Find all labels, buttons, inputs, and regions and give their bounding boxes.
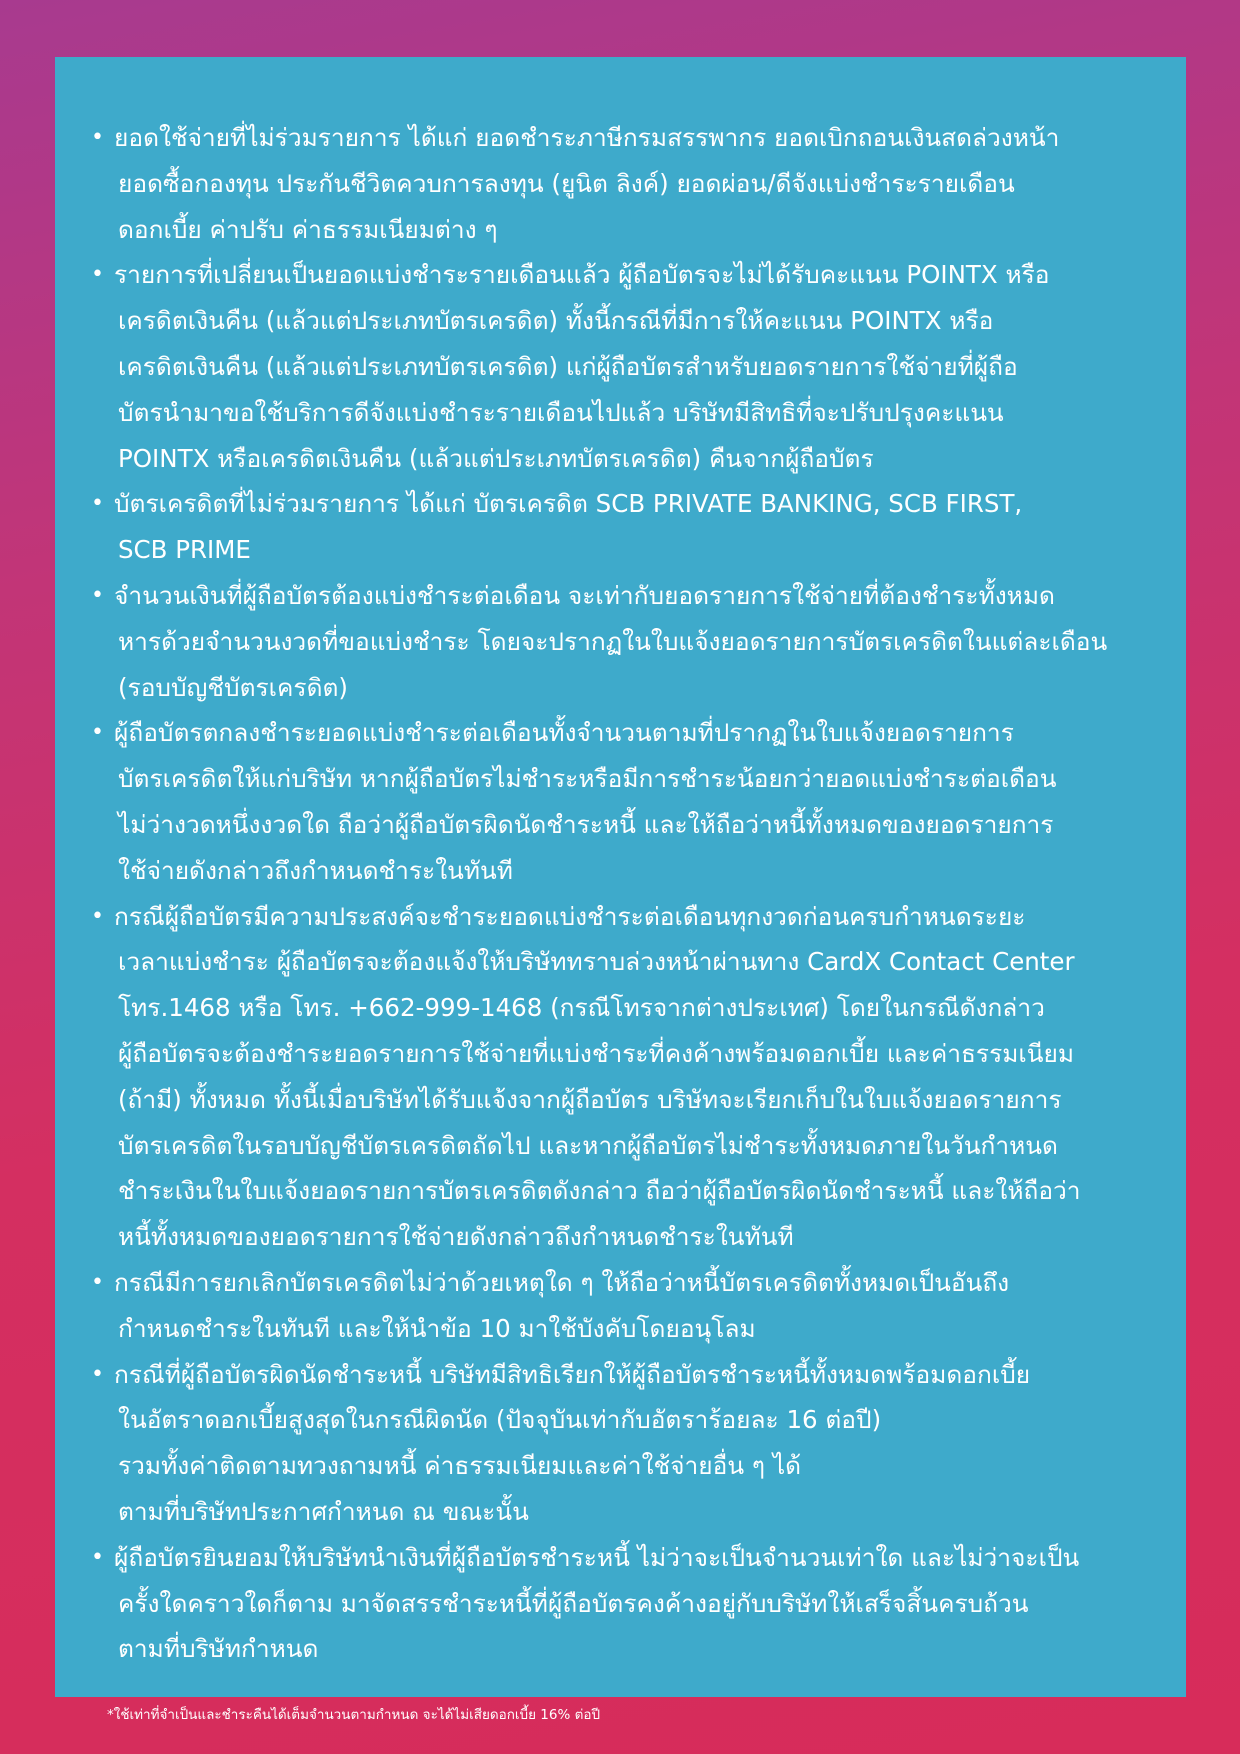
- list-item: [91, 1260, 1186, 1352]
- term-line: ใช้จ่ายดังกล่าวถึงกำหนดชำระในทันที: [118, 855, 513, 885]
- list-item: [91, 894, 1186, 1260]
- term-line: ตามที่บริษัทประกาศกำหนด ณ ขณะนั้น: [118, 1496, 529, 1526]
- term-line: กำหนดชำระในทันที และให้นำข้อ 10 มาใช้บังคับโดยอนุโลม: [118, 1313, 756, 1343]
- bullet-icon: •: [91, 125, 104, 150]
- term-line: POINTX หรือเครดิตเงินคืน (แล้วแต่ประเภทบัตรเครดิต) คืนจากผู้ถือบัตร: [118, 443, 874, 473]
- term-line: ผู้ถือบัตรตกลงชำระยอดแบ่งชำระต่อเดือนทั้งจำนวนตามที่ปรากฏในใบแจ้งยอดรายการ: [114, 718, 1014, 748]
- term-line: (รอบบัญชีบัตรเครดิต): [118, 672, 348, 702]
- term-line: กรณีมีการยกเลิกบัตรเครดิตไม่ว่าด้วยเหตุใด ๆ ให้ถือว่าหนี้บัตรเครดิตทั้งหมดเป็นอันถึง: [114, 1267, 1010, 1297]
- term-line: SCB PRIME: [118, 535, 251, 565]
- term-line: เวลาแบ่งชำระ ผู้ถือบัตรจะต้องแจ้งให้บริษัททราบล่วงหน้าผ่านทาง CardX Contact Center: [118, 947, 1075, 977]
- terms-panel: [55, 57, 1186, 1697]
- term-line: รายการที่เปลี่ยนเป็นยอดแบ่งชำระรายเดือนแล้ว ผู้ถือบัตรจะไม่ได้รับคะแนน POINTX หรือ: [114, 260, 1050, 290]
- term-line: ชำระเงินในใบแจ้งยอดรายการบัตรเครดิตดังกล่าว ถือว่าผู้ถือบัตรผิดนัดชำระหนี้ และให้ถือว่า: [118, 1176, 1081, 1206]
- bullet-icon: •: [91, 720, 104, 746]
- bullet-icon: •: [91, 491, 104, 517]
- term-line: กรณีผู้ถือบัตรมีความประสงค์จะชำระยอดแบ่งชำระต่อเดือนทุกงวดก่อนครบกำหนดระยะ: [114, 901, 1026, 931]
- list-item: [91, 573, 1186, 710]
- term-line: เครดิตเงินคืน (แล้วแต่ประเภทบัตรเครดิต) ทั้งนี้กรณีที่มีการให้คะแนน POINTX หรือ: [118, 306, 994, 336]
- list-item: [91, 1352, 1186, 1535]
- list-item: [91, 481, 1186, 573]
- list-item: [91, 115, 1186, 252]
- bullet-icon: •: [91, 582, 104, 608]
- bullet-icon: •: [91, 903, 104, 929]
- term-line: ดอกเบี้ย ค่าปรับ ค่าธรรมเนียมต่าง ๆ: [118, 214, 498, 244]
- term-line: ไม่ว่างวดหนึ่งงวดใด ถือว่าผู้ถือบัตรผิดนัดชำระหนี้ และให้ถือว่าหนี้ทั้งหมดของยอดรายการ: [118, 809, 1054, 839]
- term-line: จำนวนเงินที่ผู้ถือบัตรต้องแบ่งชำระต่อเดือน จะเท่ากับยอดรายการใช้จ่ายที่ต้องชำระทั้งหมด: [114, 580, 1055, 610]
- term-line: ผู้ถือบัตรยินยอมให้บริษัทนำเงินที่ผู้ถือบัตรชำระหนี้ ไม่ว่าจะเป็นจำนวนเท่าใด และไม่ว่าจะเป็น: [114, 1542, 1080, 1572]
- term-line: กรณีที่ผู้ถือบัตรผิดนัดชำระหนี้ บริษัทมีสิทธิเรียกให้ผู้ถือบัตรชำระหนี้ทั้งหมดพร้อมดอกเบี้ย: [114, 1359, 1031, 1389]
- term-line: หารด้วยจำนวนงวดที่ขอแบ่งชำระ โดยจะปรากฏในใบแจ้งยอดรายการบัตรเครดิตในแต่ละเดือน: [118, 626, 1108, 656]
- term-line: บัตรเครดิตที่ไม่ร่วมรายการ ได้แก่ บัตรเครดิต SCB PRIVATE BANKING, SCB FIRST,: [114, 489, 1023, 519]
- term-line: บัตรเครดิตให้แก่บริษัท หากผู้ถือบัตรไม่ชำระหรือมีการชำระน้อยกว่ายอดแบ่งชำระต่อเดือน: [118, 764, 1057, 794]
- term-line: ครั้งใดคราวใดก็ตาม มาจัดสรรชำระหนี้ที่ผู้ถือบัตรคงค้างอยู่กับบริษัทให้เสร็จสิ้นครบถ้วน: [118, 1588, 1029, 1618]
- term-line: บัตรเครดิตในรอบบัญชีบัตรเครดิตถัดไป และหากผู้ถือบัตรไม่ชำระทั้งหมดภายในวันกำหนด: [118, 1130, 1058, 1160]
- term-line: ยอดใช้จ่ายที่ไม่ร่วมรายการ ได้แก่ ยอดชำระภาษีกรมสรรพากร ยอดเบิกถอนเงินสดล่วงหน้า: [114, 123, 1060, 152]
- terms-list: [55, 115, 1186, 1672]
- term-line: ผู้ถือบัตรจะต้องชำระยอดรายการใช้จ่ายที่แบ่งชำระที่คงค้างพร้อมดอกเบี้ย และค่าธรรมเนียม: [118, 1038, 1075, 1068]
- term-line: (ถ้ามี) ทั้งหมด ทั้งนี้เมื่อบริษัทได้รับแจ้งจากผู้ถือบัตร บริษัทจะเรียกเก็บในใบแจ้งยอดรายการ: [118, 1084, 1062, 1114]
- term-line: ยอดซื้อกองทุน ประกันชีวิตควบการลงทุน (ยูนิต ลิงค์) ยอดผ่อน/ดีจังแบ่งชำระรายเดือน: [118, 168, 1015, 198]
- term-line: ในอัตราดอกเบี้ยสูงสุดในกรณีผิดนัด (ปัจจุบันเท่ากับอัตราร้อยละ 16 ต่อปี): [118, 1405, 882, 1435]
- term-line: หนี้ทั้งหมดของยอดรายการใช้จ่ายดังกล่าวถึงกำหนดชำระในทันที: [118, 1222, 794, 1252]
- footnote: *ใช้เท่าที่จำเป็นและชำระคืนได้เต็มจำนวนตามกำหนด จะได้ไม่เสียดอกเบี้ย 16% ต่อปี: [107, 1707, 601, 1723]
- bullet-icon: •: [91, 1544, 104, 1570]
- bullet-icon: •: [91, 1361, 104, 1387]
- term-line: บัตรนำมาขอใช้บริการดีจังแบ่งชำระรายเดือนไปแล้ว บริษัทมีสิทธิที่จะปรับปรุงคะแนน: [118, 397, 1004, 427]
- bullet-icon: •: [91, 1269, 104, 1295]
- term-line: ตามที่บริษัทกำหนด: [118, 1634, 319, 1664]
- term-line: รวมทั้งค่าติดตามทวงถามหนี้ ค่าธรรมเนียมและค่าใช้จ่ายอื่น ๆ ได้: [118, 1451, 802, 1481]
- list-item: [91, 1535, 1186, 1672]
- list-item: [91, 710, 1186, 893]
- bullet-icon: •: [91, 262, 104, 288]
- term-line: โทร.1468 หรือ โทร. +662-999-1468 (กรณีโทรจากต่างประเทศ) โดยในกรณีดังกล่าว: [118, 993, 1045, 1023]
- list-item: [91, 252, 1186, 481]
- term-line: เครดิตเงินคืน (แล้วแต่ประเภทบัตรเครดิต) แก่ผู้ถือบัตรสำหรับยอดรายการใช้จ่ายที่ผู้ถือ: [118, 351, 1018, 381]
